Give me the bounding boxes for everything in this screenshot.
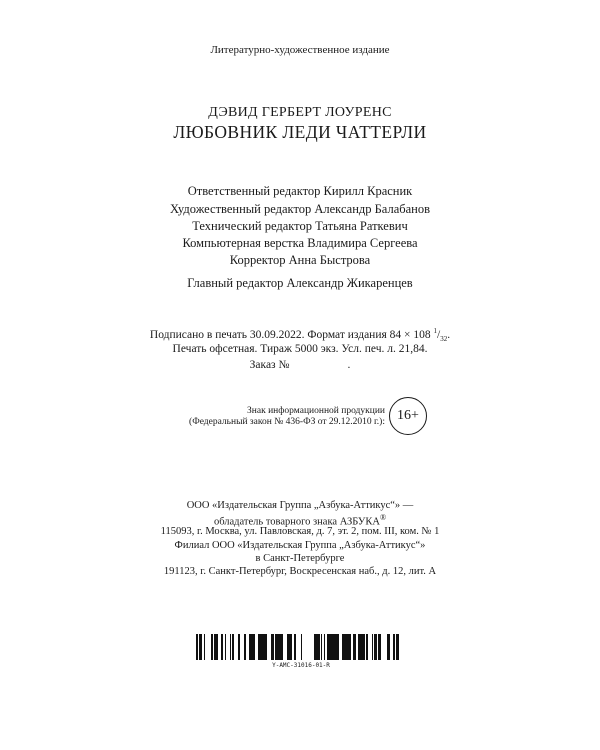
format-numerator: 1: [433, 327, 438, 335]
age-rating-label: [189, 406, 385, 428]
barcode-number: Y-AMC-31016-01-R: [272, 662, 330, 669]
publisher-address: 115093, г. Москва, ул. Павловская, д. 7, эт. 2, пом. III, ком. № 1: [160, 526, 440, 537]
barcode-bar: [372, 634, 373, 660]
barcode-bar: [277, 634, 278, 660]
barcode-bar: [204, 634, 205, 660]
barcode-bar: [387, 634, 390, 660]
barcode-bar: [327, 634, 329, 660]
barcode-bar: [321, 634, 322, 660]
barcode-bar: [280, 634, 282, 660]
barcode-bar: [196, 634, 198, 660]
barcode-bar: [393, 634, 395, 660]
barcode-bar: [347, 634, 349, 660]
publisher-line: ООО «Издательская Группа „Азбука-Аттикус“» —: [186, 500, 414, 511]
registered-mark: ®: [379, 513, 387, 522]
age-rating-label-line: Знак информационной продукции: [247, 406, 385, 416]
barcode-bar: [374, 634, 377, 660]
barcode-bar: [329, 634, 331, 660]
author-name: ДЭВИД ГЕРБЕРТ ЛОУРЕНС: [208, 105, 392, 120]
barcode-bar: [318, 634, 320, 660]
barcode-bar: [244, 634, 246, 660]
print-signed-end: .: [447, 328, 451, 341]
barcode-bar: [379, 634, 380, 660]
barcode-bar: [360, 634, 362, 660]
barcode-bar: [287, 634, 289, 660]
barcode-bar: [342, 634, 344, 660]
barcode-bar: [349, 634, 351, 660]
barcode-bar: [259, 634, 262, 660]
barcode-bar: [332, 634, 334, 660]
barcode-bar: [282, 634, 283, 660]
barcode-bar: [378, 634, 379, 660]
credit-line: Компьютерная верстка Владимира Сергеева: [182, 236, 418, 250]
barcode-bar: [273, 634, 274, 660]
barcode-bar: [249, 634, 251, 660]
barcode-bar: [232, 634, 233, 660]
barcode-bar: [265, 634, 267, 660]
barcode-bar: [233, 634, 234, 660]
barcode-bar: [396, 634, 397, 660]
barcode-bar: [362, 634, 365, 660]
barcode-bar: [317, 634, 318, 660]
barcode-bar: [366, 634, 368, 660]
order-number-line: [0, 359, 600, 371]
barcode-bar: [253, 634, 255, 660]
barcode-bar: [201, 634, 202, 660]
print-signed-text: Подписано в печать 30.09.2022. Формат издания 84 × 108: [149, 328, 434, 341]
format-denominator: 32: [440, 335, 448, 344]
barcode-bar: [221, 634, 223, 660]
order-number-label: Заказ №: [249, 359, 290, 371]
credit-line: Технический редактор Татьяна Раткевич: [192, 219, 408, 233]
barcode-bar: [324, 634, 325, 660]
order-number-end: .: [347, 359, 351, 371]
barcode-bar: [211, 634, 213, 660]
barcode-bar: [331, 634, 332, 660]
barcode-bar: [353, 634, 356, 660]
barcode-bar: [344, 634, 347, 660]
barcode-bar: [291, 634, 292, 660]
barcode-bar: [275, 634, 277, 660]
format-slash: /: [437, 328, 441, 341]
chief-editor: Главный редактор Александр Жикаренцев: [187, 276, 413, 290]
barcode-bar: [258, 634, 259, 660]
barcode: [196, 634, 406, 669]
credit-line: Художественный редактор Александр Балабанов: [170, 202, 430, 216]
barcode-bar: [238, 634, 240, 660]
barcode-bar: [271, 634, 273, 660]
edition-type: Литературно-художественное издание: [210, 44, 390, 56]
branch-city: в Санкт-Петербурге: [255, 553, 345, 564]
age-rating-law-line: (Федеральный закон № 436-ФЗ от 29.12.2010 г.):: [189, 417, 385, 427]
age-rating-badge: 16+: [389, 397, 427, 435]
barcode-bar: [262, 634, 265, 660]
barcode-bar: [358, 634, 360, 660]
barcode-bar: [225, 634, 226, 660]
barcode-bars: [196, 634, 406, 660]
barcode-bar: [314, 634, 315, 660]
barcode-bar: [380, 634, 381, 660]
print-run-line: Печать офсетная. Тираж 5000 экз. Усл. печ. л. 21,84.: [172, 343, 428, 355]
publisher-trademark-text: обладатель товарного знака АЗБУКА: [213, 516, 380, 528]
age-rating-block: [0, 397, 600, 437]
branch-line: Филиал ООО «Издательская Группа „Азбука-Аттикус“»: [174, 540, 426, 551]
barcode-bar: [230, 634, 231, 660]
barcode-bar: [294, 634, 296, 660]
barcode-bar: [217, 634, 218, 660]
barcode-bar: [337, 634, 339, 660]
barcode-bar: [334, 634, 337, 660]
barcode-bar: [397, 634, 399, 660]
barcode-bar: [315, 634, 317, 660]
barcode-bar: [278, 634, 280, 660]
print-signed-line: [0, 327, 600, 343]
barcode-bar: [214, 634, 217, 660]
credit-line: Корректор Анна Быстрова: [229, 253, 371, 267]
barcode-bar: [301, 634, 302, 660]
book-title: ЛЮБОВНИК ЛЕДИ ЧАТТЕРЛИ: [173, 122, 427, 142]
branch-address: 191123, г. Санкт-Петербург, Воскресенская наб., д. 12, лит. А: [163, 566, 437, 577]
barcode-bar: [199, 634, 201, 660]
barcode-bar: [251, 634, 253, 660]
barcode-bar: [289, 634, 291, 660]
credit-line: Ответственный редактор Кирилл Красник: [187, 184, 413, 198]
